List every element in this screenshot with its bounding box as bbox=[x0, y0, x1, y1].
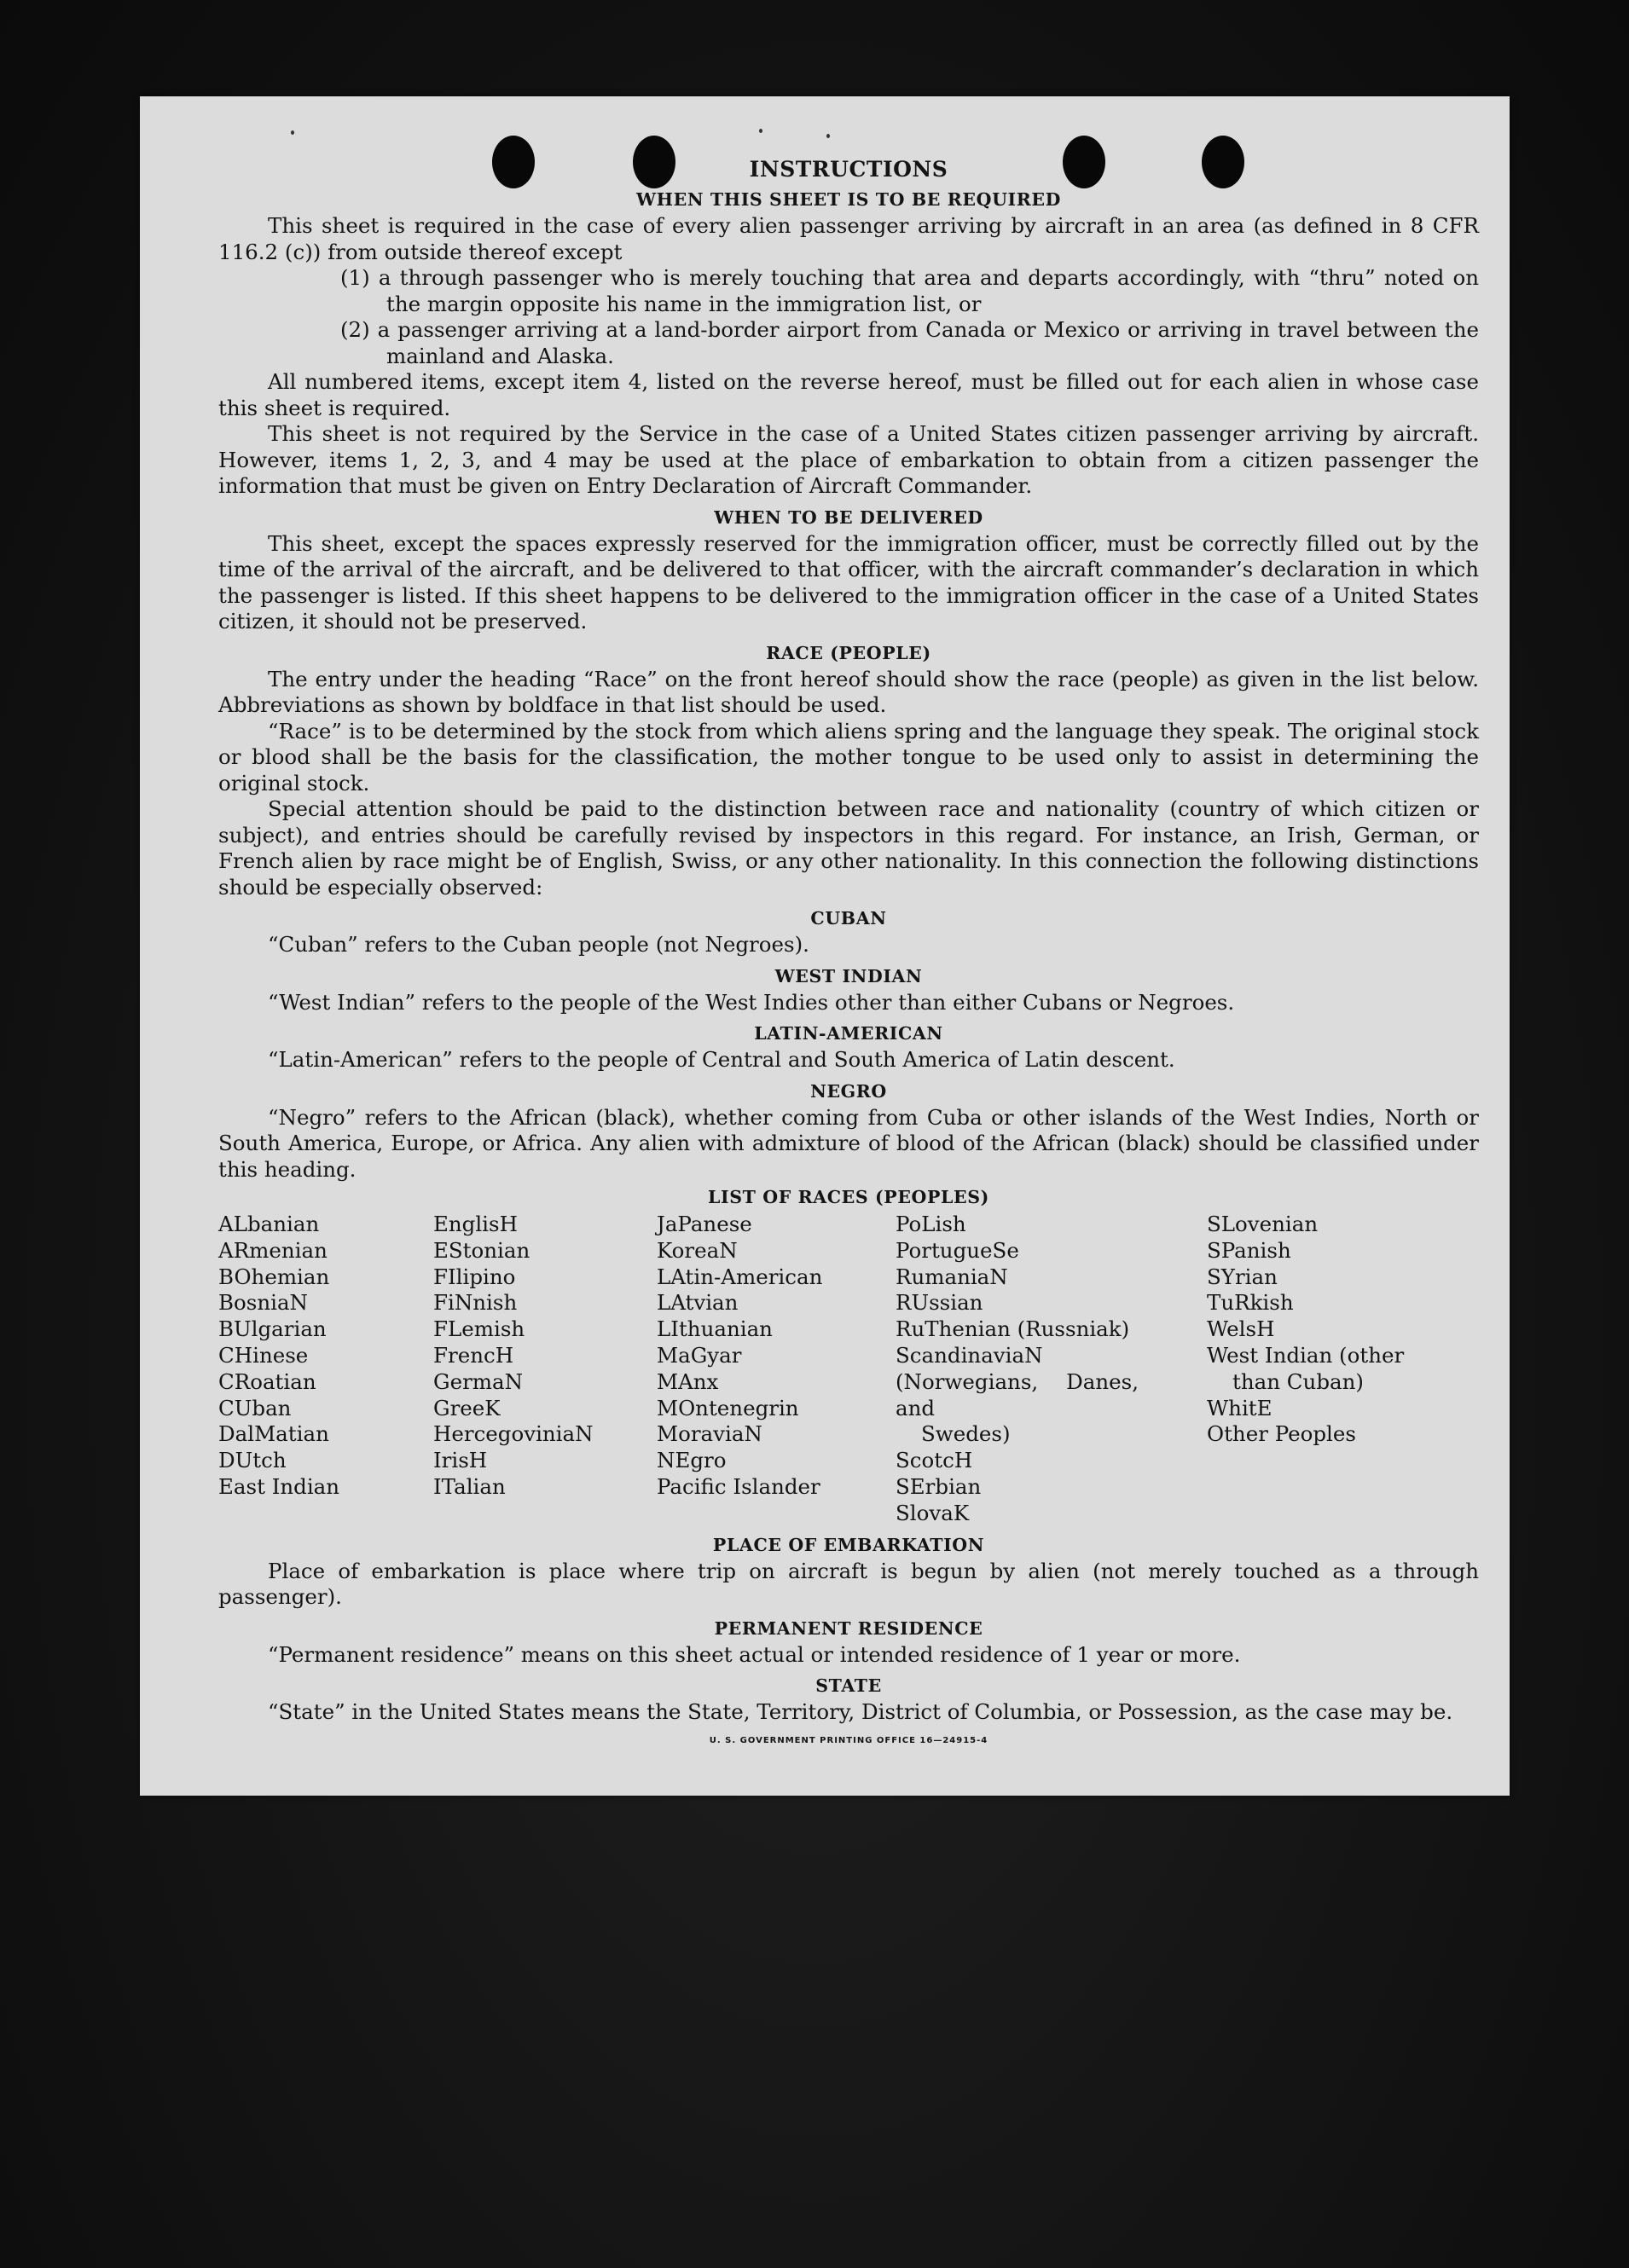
race-entry: ARmenian bbox=[218, 1237, 328, 1263]
race-entry: SErbian bbox=[896, 1473, 982, 1499]
race-entry: TuRkish bbox=[1207, 1290, 1294, 1316]
race-entry: West Indian (other bbox=[1207, 1342, 1405, 1368]
race-entry: MAnx bbox=[657, 1368, 719, 1394]
race-entry: PortugueSe bbox=[896, 1237, 1019, 1263]
paragraph: “Race” is to be determined by the stock from which aliens spring and the language they speak. The original stock or blood shall be the basis for the classification, the mother tongue to be used only to assist in determining the original stock. bbox=[218, 718, 1479, 796]
section-heading-latin-american: LATIN-AMERICAN bbox=[754, 1023, 943, 1044]
race-entry: LAtvian bbox=[657, 1290, 739, 1316]
race-entry: than Cuban) bbox=[1232, 1368, 1364, 1394]
race-entry: Pacific Islander bbox=[657, 1473, 820, 1499]
race-entry: CRoatian bbox=[218, 1368, 316, 1394]
paragraph: This sheet, except the spaces expressly reserved for the immigration officer, must be correctly filled out by the time of the arrival of the aircraft, and be delivered to that officer, with the aircraft commander’s declaration in which the passenger is listed. If this sheet happens to be delivered to the immigration officer in the case of a United States citizen, it should not be preserved. bbox=[218, 530, 1479, 634]
race-entry: Other Peoples bbox=[1207, 1421, 1356, 1447]
section-heading-state: STATE bbox=[815, 1675, 882, 1697]
race-entry: NEgro bbox=[657, 1448, 727, 1473]
section-heading-when-required: WHEN THIS SHEET IS TO BE REQUIRED bbox=[636, 189, 1061, 210]
section-heading-cuban: CUBAN bbox=[810, 908, 887, 929]
race-entry: SLovenian bbox=[1207, 1212, 1319, 1236]
race-entry: SPanish bbox=[1207, 1237, 1291, 1263]
paragraph: “Latin-American” refers to the people of Central and South America of Latin descent. bbox=[268, 1047, 1175, 1072]
race-entry: RumaniaN bbox=[896, 1264, 1008, 1289]
race-entry: DalMatian bbox=[218, 1421, 329, 1447]
paragraph: Place of embarkation is place where trip on aircraft is begun by alien (not merely touched as a through passenger). bbox=[218, 1558, 1479, 1610]
race-entry: GermaN bbox=[433, 1368, 524, 1394]
instruction-sheet bbox=[140, 96, 1510, 1796]
section-heading-west-indian: WEST INDIAN bbox=[774, 965, 923, 986]
race-entry: RuThenian (Russniak) bbox=[896, 1316, 1130, 1342]
race-entry: WhitE bbox=[1207, 1395, 1272, 1420]
race-entry: MOntenegrin bbox=[657, 1395, 799, 1420]
paragraph: The entry under the heading “Race” on the front hereof should show the race (people) as given in the list below. Abbreviations as shown by boldface in that list should be used. bbox=[218, 666, 1479, 717]
punch-hole-4 bbox=[1202, 136, 1244, 188]
document-title: INSTRUCTIONS bbox=[749, 157, 948, 182]
race-entry: JaPanese bbox=[657, 1212, 752, 1236]
punch-hole-3 bbox=[1063, 136, 1105, 188]
paragraph: This sheet is not required by the Service in the case of a United States citizen passenger arriving by aircraft. However, items 1, 2, 3, and 4 may be used at the place of embarkation to obtain from a citizen passenger the information that must be given on Entry Declaration of Aircraft Commander. bbox=[218, 421, 1479, 498]
races-column-1 bbox=[218, 1212, 433, 1527]
paper-fleck bbox=[759, 129, 762, 133]
race-entry: BosniaN bbox=[218, 1290, 308, 1316]
paper-fleck bbox=[291, 130, 294, 135]
paragraph: “Negro” refers to the African (black), whether coming from Cuba or other islands of the West Indies, North or South America, Europe, or Africa. Any alien with admixture of blood of the African (black) should be classified under this heading. bbox=[218, 1104, 1479, 1182]
race-entry: PoLish bbox=[896, 1212, 966, 1236]
race-entry: BUlgarian bbox=[218, 1316, 327, 1342]
race-entry: CUban bbox=[218, 1395, 292, 1420]
races-column-3 bbox=[657, 1212, 896, 1527]
race-entry: SYrian bbox=[1207, 1264, 1278, 1289]
race-entry: IrisH bbox=[433, 1448, 488, 1473]
races-list bbox=[218, 1212, 1479, 1527]
paragraph: All numbered items, except item 4, listed on the reverse hereof, must be filled out for each alien in whose case this sheet is required. bbox=[218, 369, 1479, 420]
race-entry: DUtch bbox=[218, 1448, 287, 1473]
race-entry: HercegoviniaN bbox=[433, 1421, 594, 1447]
paragraph: This sheet is required in the case of every alien passenger arriving by aircraft in an area (as defined in 8 CFR 116.2 (c)) from outside thereof except bbox=[218, 213, 1479, 264]
race-entry: KoreaN bbox=[657, 1237, 738, 1263]
race-entry: LIthuanian bbox=[657, 1316, 773, 1342]
exception-item-2: (2) a passenger arriving at a land-border airport from Canada or Mexico or arriving in travel between the mainland and Alaska. bbox=[340, 317, 1479, 368]
race-entry: GreeK bbox=[433, 1395, 501, 1420]
punch-hole-2 bbox=[633, 136, 675, 188]
race-entry: EnglisH bbox=[433, 1212, 518, 1236]
section-heading-residence: PERMANENT RESIDENCE bbox=[714, 1617, 983, 1639]
race-entry: BOhemian bbox=[218, 1264, 330, 1289]
race-entry: MoraviaN bbox=[657, 1421, 762, 1447]
printing-office-footer: U. S. GOVERNMENT PRINTING OFFICE 16—24915-4 bbox=[709, 1735, 988, 1745]
paragraph: “State” in the United States means the State, Territory, District of Columbia, or Possession, as the case may be. bbox=[268, 1699, 1453, 1725]
race-entry: EStonian bbox=[433, 1237, 530, 1263]
race-entry: FLemish bbox=[433, 1316, 525, 1342]
race-entry: FIlipino bbox=[433, 1264, 516, 1289]
section-heading-negro: NEGRO bbox=[810, 1080, 887, 1102]
race-entry: ScandinaviaN (Norwegians, Danes, and bbox=[896, 1342, 1139, 1420]
races-column-5 bbox=[1207, 1212, 1429, 1527]
race-entry: WelsH bbox=[1207, 1316, 1275, 1342]
race-entry: FrencH bbox=[433, 1342, 514, 1368]
race-entry: CHinese bbox=[218, 1342, 309, 1368]
race-entry: ALbanian bbox=[218, 1212, 320, 1236]
exception-item-1: (1) a through passenger who is merely touching that area and departs accordingly, with “thru” noted on the margin opposite his name in the immigration list, or bbox=[340, 265, 1479, 316]
race-entry: LAtin-American bbox=[657, 1264, 823, 1289]
punch-hole-1 bbox=[492, 136, 535, 188]
section-heading-list-of-races: LIST OF RACES (PEOPLES) bbox=[708, 1187, 989, 1207]
paragraph: Special attention should be paid to the distinction between race and nationality (country of which citizen or subject), and entries should be carefully revised by inspectors in this regard. For instance, an Irish, German, or French alien by race might be of English, Swiss, or any other nationality. In this connection the following distinctions should be especially observed: bbox=[218, 796, 1479, 900]
paragraph: “Permanent residence” means on this sheet actual or intended residence of 1 year or more. bbox=[268, 1641, 1241, 1667]
race-entry: MaGyar bbox=[657, 1342, 742, 1368]
section-heading-embarkation: PLACE OF EMBARKATION bbox=[712, 1534, 985, 1555]
race-entry: Swedes) bbox=[921, 1421, 1011, 1447]
race-entry: ScotcH bbox=[896, 1448, 973, 1473]
race-entry: FiNnish bbox=[433, 1290, 518, 1316]
section-heading-when-delivered: WHEN TO BE DELIVERED bbox=[714, 506, 983, 528]
race-entry: ITalian bbox=[433, 1473, 506, 1499]
race-entry: SlovaK bbox=[896, 1500, 970, 1525]
paper-fleck bbox=[826, 134, 830, 138]
paragraph: “Cuban” refers to the Cuban people (not Negroes). bbox=[268, 932, 809, 957]
races-column-4 bbox=[896, 1212, 1139, 1527]
section-heading-race: RACE (PEOPLE) bbox=[766, 642, 931, 663]
race-entry: East Indian bbox=[218, 1473, 340, 1499]
races-column-2 bbox=[433, 1212, 657, 1527]
race-entry: RUssian bbox=[896, 1290, 983, 1316]
paragraph: “West Indian” refers to the people of the West Indies other than either Cubans or Negroes. bbox=[268, 989, 1235, 1015]
